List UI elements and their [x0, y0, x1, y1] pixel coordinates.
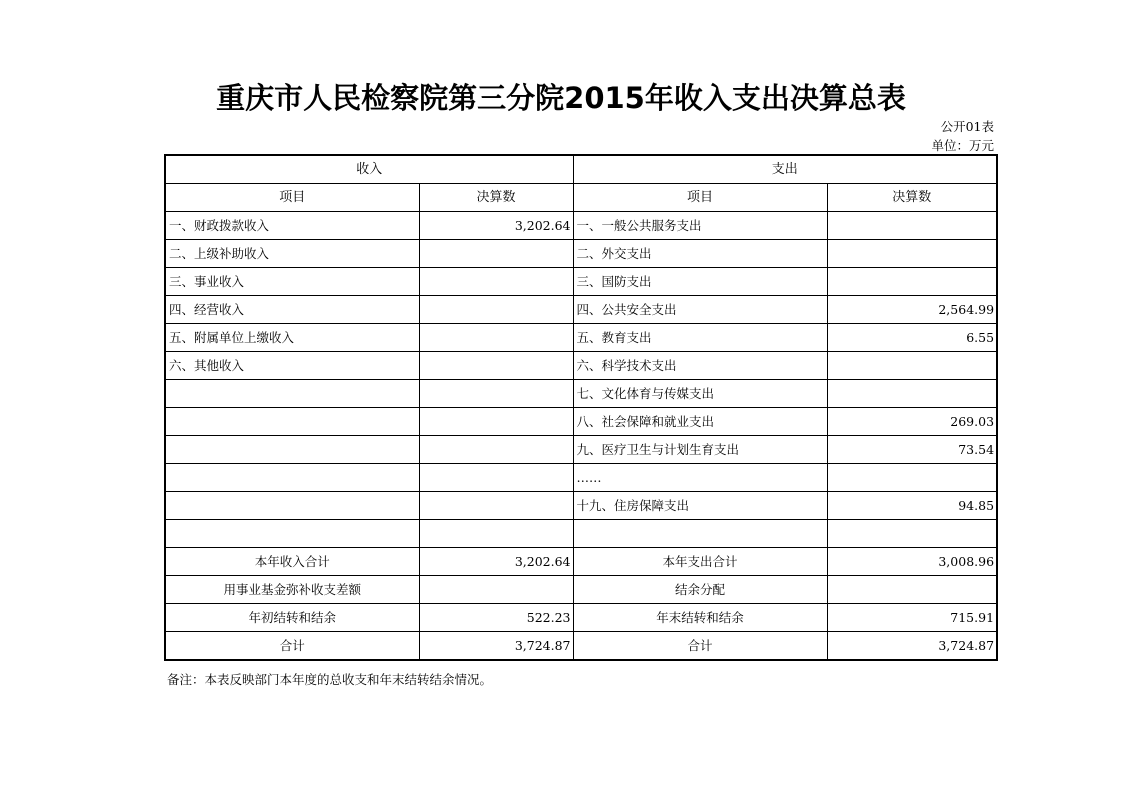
table-row	[165, 408, 997, 436]
expense-amount-cell: 269.03	[827, 408, 997, 436]
income-item-cell	[165, 520, 419, 548]
income-item-cell	[165, 408, 419, 436]
expense-amount-cell	[827, 520, 997, 548]
income-item-cell: 合计	[165, 632, 419, 661]
expense-amount-cell: 715.91	[827, 604, 997, 632]
summary-row	[165, 604, 997, 632]
expense-item-cell: 合计	[573, 632, 827, 661]
income-amount-header: 决算数	[419, 184, 573, 212]
page-title: 重庆市人民检察院第三分院2015年收入支出决算总表	[216, 81, 906, 115]
section-header-row	[165, 155, 997, 184]
income-item-cell: 三、事业收入	[165, 268, 419, 296]
budget-table	[164, 154, 998, 661]
income-item-cell: 五、附属单位上缴收入	[165, 324, 419, 352]
expense-item-cell: 三、国防支出	[573, 268, 827, 296]
expense-item-cell: ……	[573, 464, 827, 492]
expense-item-cell: 结余分配	[573, 576, 827, 604]
expense-amount-cell	[827, 212, 997, 240]
table-row	[165, 464, 997, 492]
expense-amount-cell	[827, 464, 997, 492]
expense-item-cell: 十九、住房保障支出	[573, 492, 827, 520]
income-amount-cell	[419, 520, 573, 548]
income-amount-cell	[419, 296, 573, 324]
expense-section-header: 支出	[573, 155, 997, 184]
expense-amount-cell	[827, 240, 997, 268]
expense-amount-cell: 94.85	[827, 492, 997, 520]
expense-item-cell: 五、教育支出	[573, 324, 827, 352]
unit-label: 单位：万元	[931, 138, 994, 153]
table-row	[165, 352, 997, 380]
expense-item-cell: 九、医疗卫生与计划生育支出	[573, 436, 827, 464]
income-item-cell: 六、其他收入	[165, 352, 419, 380]
expense-amount-cell: 6.55	[827, 324, 997, 352]
table-row	[165, 492, 997, 520]
table-row	[165, 436, 997, 464]
expense-item-cell: 一、一般公共服务支出	[573, 212, 827, 240]
expense-amount-header: 决算数	[827, 184, 997, 212]
expense-item-cell: 本年支出合计	[573, 548, 827, 576]
income-item-cell	[165, 436, 419, 464]
table-row	[165, 212, 997, 240]
expense-item-cell: 年末结转和结余	[573, 604, 827, 632]
expense-amount-cell: 73.54	[827, 436, 997, 464]
income-amount-cell	[419, 240, 573, 268]
table-code: 公开01表	[940, 119, 994, 134]
income-item-cell: 一、财政拨款收入	[165, 212, 419, 240]
expense-amount-cell: 3,724.87	[827, 632, 997, 661]
expense-amount-cell	[827, 352, 997, 380]
summary-row	[165, 548, 997, 576]
table-row	[165, 296, 997, 324]
income-amount-cell: 522.23	[419, 604, 573, 632]
income-amount-cell	[419, 464, 573, 492]
income-amount-cell	[419, 268, 573, 296]
expense-item-cell: 六、科学技术支出	[573, 352, 827, 380]
table-row	[165, 520, 997, 548]
expense-item-cell: 八、社会保障和就业支出	[573, 408, 827, 436]
table-row	[165, 380, 997, 408]
expense-amount-cell	[827, 380, 997, 408]
income-item-cell	[165, 492, 419, 520]
income-amount-cell: 3,202.64	[419, 548, 573, 576]
table-row	[165, 324, 997, 352]
income-item-cell: 用事业基金弥补收支差额	[165, 576, 419, 604]
income-item-cell	[165, 464, 419, 492]
expense-amount-cell	[827, 576, 997, 604]
income-amount-cell	[419, 436, 573, 464]
income-item-cell	[165, 380, 419, 408]
footnote: 备注：本表反映部门本年度的总收支和年末结转结余情况。	[167, 672, 493, 687]
income-amount-cell	[419, 324, 573, 352]
expense-amount-cell: 3,008.96	[827, 548, 997, 576]
income-item-cell: 四、经营收入	[165, 296, 419, 324]
income-item-cell: 年初结转和结余	[165, 604, 419, 632]
expense-item-cell: 七、文化体育与传媒支出	[573, 380, 827, 408]
table-row	[165, 268, 997, 296]
expense-amount-cell: 2,564.99	[827, 296, 997, 324]
income-amount-cell	[419, 352, 573, 380]
expense-item-cell	[573, 520, 827, 548]
income-amount-cell: 3,724.87	[419, 632, 573, 661]
summary-row	[165, 632, 997, 661]
income-amount-cell	[419, 576, 573, 604]
income-amount-cell: 3,202.64	[419, 212, 573, 240]
income-item-cell: 本年收入合计	[165, 548, 419, 576]
column-header-row	[165, 184, 997, 212]
expense-item-cell: 二、外交支出	[573, 240, 827, 268]
expense-item-header: 项目	[573, 184, 827, 212]
expense-amount-cell	[827, 268, 997, 296]
income-amount-cell	[419, 408, 573, 436]
income-item-header: 项目	[165, 184, 419, 212]
summary-row	[165, 576, 997, 604]
income-amount-cell	[419, 492, 573, 520]
income-amount-cell	[419, 380, 573, 408]
table-row	[165, 240, 997, 268]
income-item-cell: 二、上级补助收入	[165, 240, 419, 268]
income-section-header: 收入	[165, 155, 573, 184]
expense-item-cell: 四、公共安全支出	[573, 296, 827, 324]
